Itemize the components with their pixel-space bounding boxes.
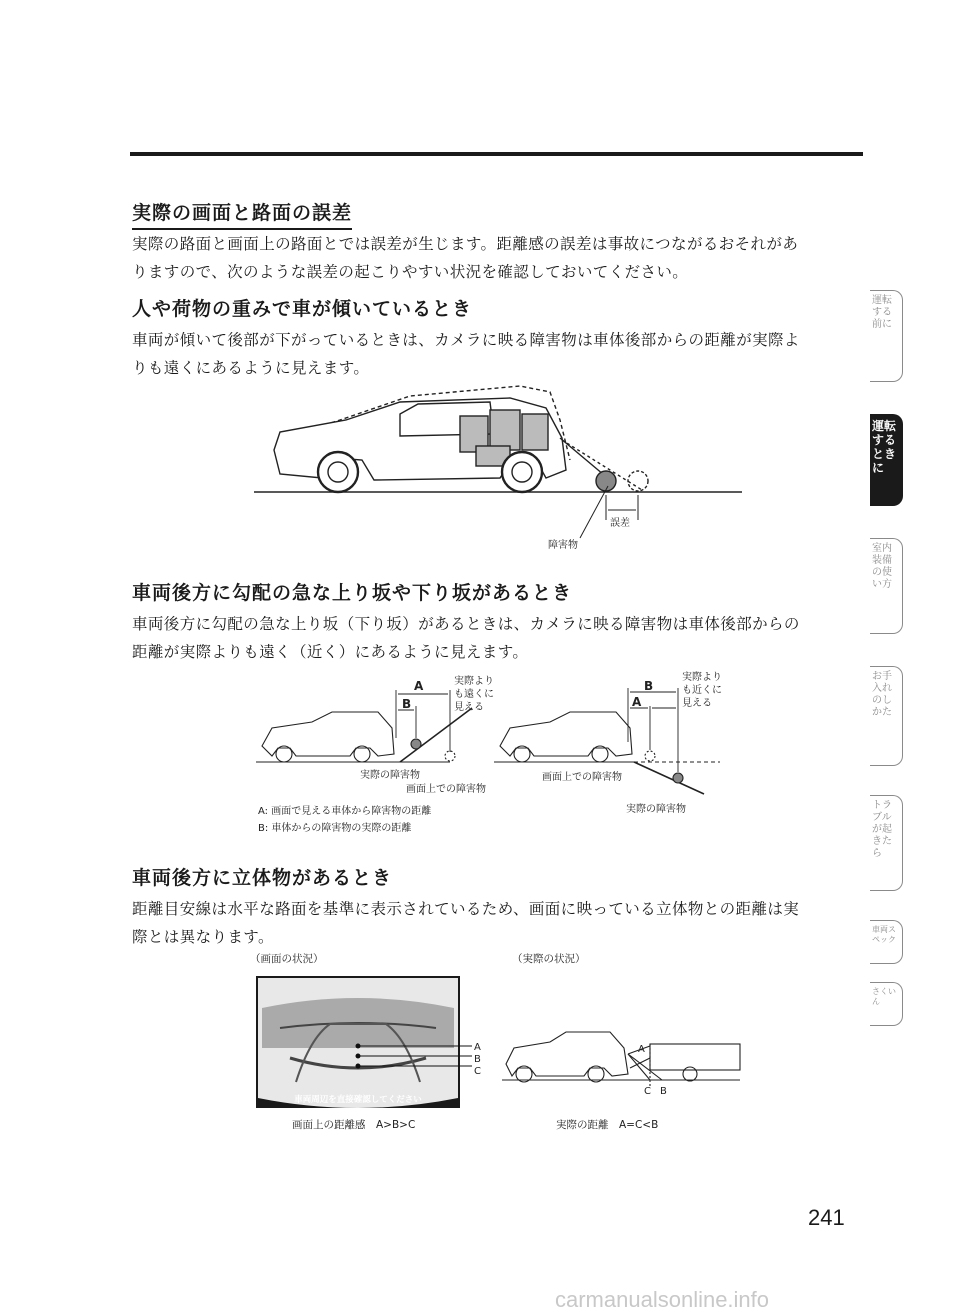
section-body-3d-object	[132, 895, 860, 951]
header-rule	[130, 152, 863, 156]
label-b: B	[474, 1054, 481, 1065]
right-actual-obstacle	[673, 773, 683, 783]
tab-label: トラブルが起きたら	[872, 800, 892, 859]
leader-line	[580, 486, 608, 538]
point-b	[356, 1054, 361, 1059]
body-line: 車両後方に勾配の急な上り坂（下り坂）があるときは、カメラに映る障害物は車体後部からの	[132, 615, 800, 633]
label-a: A	[414, 679, 424, 693]
left-far-note: 見える	[454, 702, 484, 713]
actual-label-b: B	[660, 1086, 667, 1097]
actual-obstacle	[596, 471, 616, 491]
error-label: 誤差	[610, 518, 630, 529]
actual-caption: （実際の状況）	[512, 953, 586, 965]
camera-screen	[256, 976, 472, 1108]
tab-label: 運転する前に	[872, 295, 892, 330]
actual-label-a: A	[638, 1044, 645, 1055]
tilted-vehicle-figure	[250, 380, 750, 555]
left-screen-obstacle	[445, 751, 455, 761]
tab-maintenance[interactable]	[870, 666, 903, 766]
label-a: A	[474, 1042, 481, 1053]
actual-label-c: C	[644, 1086, 651, 1097]
right-near-note: 実際より	[682, 672, 722, 683]
wheel	[318, 452, 358, 492]
tab-while-driving[interactable]	[870, 414, 903, 506]
label-b: B	[644, 679, 654, 693]
page-number: 241	[808, 1205, 845, 1230]
trailer	[650, 1044, 740, 1070]
tab-label: 室内装備の使い方	[872, 543, 892, 590]
body-line: りますので、次のような誤差の起こりやすい状況を確認しておいてください。	[132, 263, 689, 281]
right-screen-label: 画面上での障害物	[542, 772, 622, 783]
label-c: C	[474, 1066, 481, 1077]
right-near-note: も近くに	[682, 685, 722, 696]
downhill-slope	[634, 762, 704, 794]
tab-troubleshooting[interactable]	[870, 795, 903, 891]
obstacle-label: 障害物	[548, 540, 578, 551]
actual-distance-caption: 実際の距離 A=C<B	[556, 1119, 659, 1131]
screen-obstacle	[628, 471, 648, 491]
section-body-vehicle-tilt	[132, 326, 860, 382]
right-screen-obstacle	[645, 751, 655, 761]
point-a	[356, 1044, 361, 1049]
left-car	[262, 712, 394, 756]
label-b: B	[402, 697, 412, 711]
tab-specifications[interactable]	[870, 920, 903, 964]
3d-object-figure	[250, 948, 750, 1138]
body-line: りも遠くにあるように見えます。	[132, 359, 370, 377]
left-actual-label: 実際の障害物	[360, 770, 420, 781]
section-body-slope	[132, 610, 860, 666]
cargo-box	[522, 414, 548, 450]
car	[506, 1032, 628, 1076]
tab-label: お手入れのしかた	[872, 671, 892, 718]
tab-index[interactable]	[870, 982, 903, 1026]
tab-label: さくいん	[872, 987, 896, 1006]
legend-b: B: 車体からの障害物の実際の距離	[258, 823, 412, 834]
body-line: 距離目安線は水平な路面を基準に表示されているため、画面に映っている立体物との距離は実	[132, 900, 800, 918]
cargo-box	[490, 410, 520, 450]
body-line: 距離が実際よりも遠く（近く）にあるように見えます。	[132, 643, 529, 661]
wheel	[502, 452, 542, 492]
left-far-note: も遠くに	[454, 689, 494, 700]
point-c	[356, 1064, 361, 1069]
slope-figure	[250, 668, 730, 840]
body-line: 際とは異なります。	[132, 928, 274, 946]
section-heading-3d-object: 車両後方に立体物があるとき	[132, 867, 393, 889]
section-heading-slope: 車両後方に勾配の急な上り坂や下り坂があるとき	[132, 582, 573, 604]
left-actual-obstacle	[411, 739, 421, 749]
screen-banner: 車両周辺を直接確認してください	[294, 1095, 422, 1105]
right-car	[500, 712, 632, 756]
right-near-note: 見える	[682, 698, 712, 709]
screen-caption: （画面の状況）	[250, 953, 324, 965]
footer-watermark: carmanualsonline.info	[555, 1287, 770, 1312]
legend-a: A: 画面で見える車体から障害物の距離	[258, 806, 432, 817]
body-line: 車両が傾いて後部が下がっているときは、カメラに映る障害物は車体後部からの距離が実際よ	[132, 331, 800, 349]
uphill-slope	[400, 708, 472, 762]
label-a: A	[632, 695, 642, 709]
right-actual-label: 実際の障害物	[626, 804, 686, 815]
left-screen-label: 画面上での障害物	[406, 784, 486, 795]
tab-label: 車両スペック	[872, 925, 896, 944]
section-body-screen-error	[132, 230, 860, 286]
section-heading-screen-error: 実際の画面と路面の誤差	[132, 198, 352, 230]
actual-scene	[502, 1032, 740, 1086]
body-line: 実際の路面と画面上の路面とでは誤差が生じます。距離感の誤差は事故につながるおそれがあ	[132, 235, 799, 253]
tab-label: 運転するときに	[872, 419, 897, 475]
tab-interior-equipment[interactable]	[870, 538, 903, 634]
screen-distance-caption: 画面上の距離感 A>B>C	[292, 1119, 416, 1131]
left-far-note: 実際より	[454, 676, 494, 687]
section-heading-vehicle-tilt: 人や荷物の重みで車が傾いているとき	[132, 298, 473, 320]
tab-before-driving[interactable]	[870, 290, 903, 382]
